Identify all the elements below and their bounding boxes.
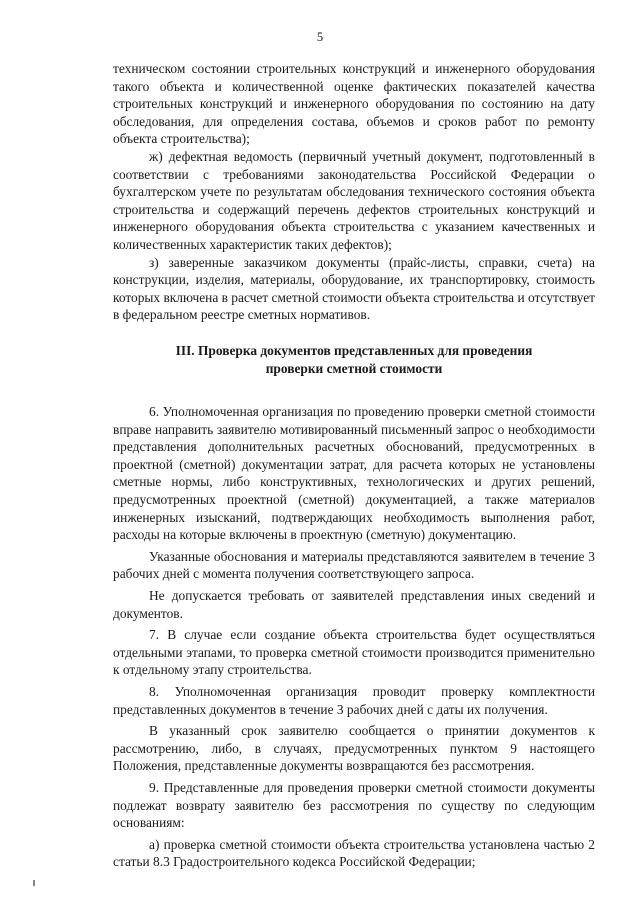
paragraph-8: 8. Уполномоченная организация проводит проверку комплектности представленных документов в течение 3 рабочих дней с даты их получения.: [113, 684, 595, 717]
paragraph-6: 6. Уполномоченная организация по проведению проверки сметной стоимости вправе направить заявителю мотивированный письменный запрос о необходимости представления дополнительных расчетных обоснований, предусмотренных в проектной (сметной) документации затрат, для расчета которых не установлены сметные нормы, либо конструктивных, технологических и других решений, предусмотренных проектной (сметной) документацией, а также материалов инженерных изысканий, подтверждающих необходимость выполнения работ, расходы на которые включены в проектную (сметную) документацию.: [113, 404, 595, 543]
paragraph-7: 7. В случае если создание объекта строительства будет осуществляться отдельными этапами, то проверка сметной стоимости производится применительно к отдельному этапу строительства.: [113, 627, 595, 678]
paragraph-6-prohibition: Не допускается требовать от заявителей представления иных сведений и документов.: [113, 588, 595, 621]
document-body: [113, 60, 595, 871]
scan-mark: [33, 880, 35, 886]
section-heading-line2: проверки сметной стоимости: [265, 360, 443, 376]
section-heading: [113, 342, 595, 377]
paragraph-8-notice: В указанный срок заявителю сообщается о принятии документов к рассмотрению, либо, в случаях, предусмотренных пунктом 9 настоящего Положения, представленные документы возвращаются без рассмотрения.: [113, 723, 595, 774]
paragraph-9: 9. Представленные для проведения проверки сметной стоимости документы подлежат возврату заявителю без рассмотрения по существу по следующим основаниям:: [113, 779, 595, 831]
paragraph-6-justifications: Указанные обоснования и материалы представляются заявителем в течение 3 рабочих дней с момента получения соответствующего запроса.: [113, 548, 595, 582]
paragraph-item-zh: ж) дефектная ведомость (первичный учетный документ, подготовленный в соответствии с требованиями законодательства Российской Федерации о бухгалтерском учете по результатам обследования технического состояния объекта строительства и содержащий перечень дефектов строительных конструкций и инженерного оборудования объекта строительства с указанием качественных и количественных характеристик таких дефектов);: [113, 148, 595, 252]
page-number: 5: [316, 30, 324, 44]
section-heading-line1: III. Проверка документов представленных для проведения: [175, 342, 533, 358]
paragraph-9-item-a: а) проверка сметной стоимости объекта строительства установлена частью 2 статьи 8.3 Градостроительного кодекса Российской Федерации;: [113, 836, 595, 870]
paragraph-continued: техническом состоянии строительных конструкций и инженерного оборудования такого объекта и количественной оценке фактических показателей качества строительных конструкций и инженерного оборудования по состоянию на дату обследования, для определения состава, объемов и сроков работ по ремонту объекта строительства);: [113, 61, 595, 147]
paragraph-item-z: з) заверенные заказчиком документы (прайс-листы, справки, счета) на конструкции, изделия, материалы, оборудование, их транспортировку, стоимость которых включена в расчет сметной стоимости объекта строительства и отсутствует в федеральном реестре сметных нормативов.: [113, 254, 595, 323]
